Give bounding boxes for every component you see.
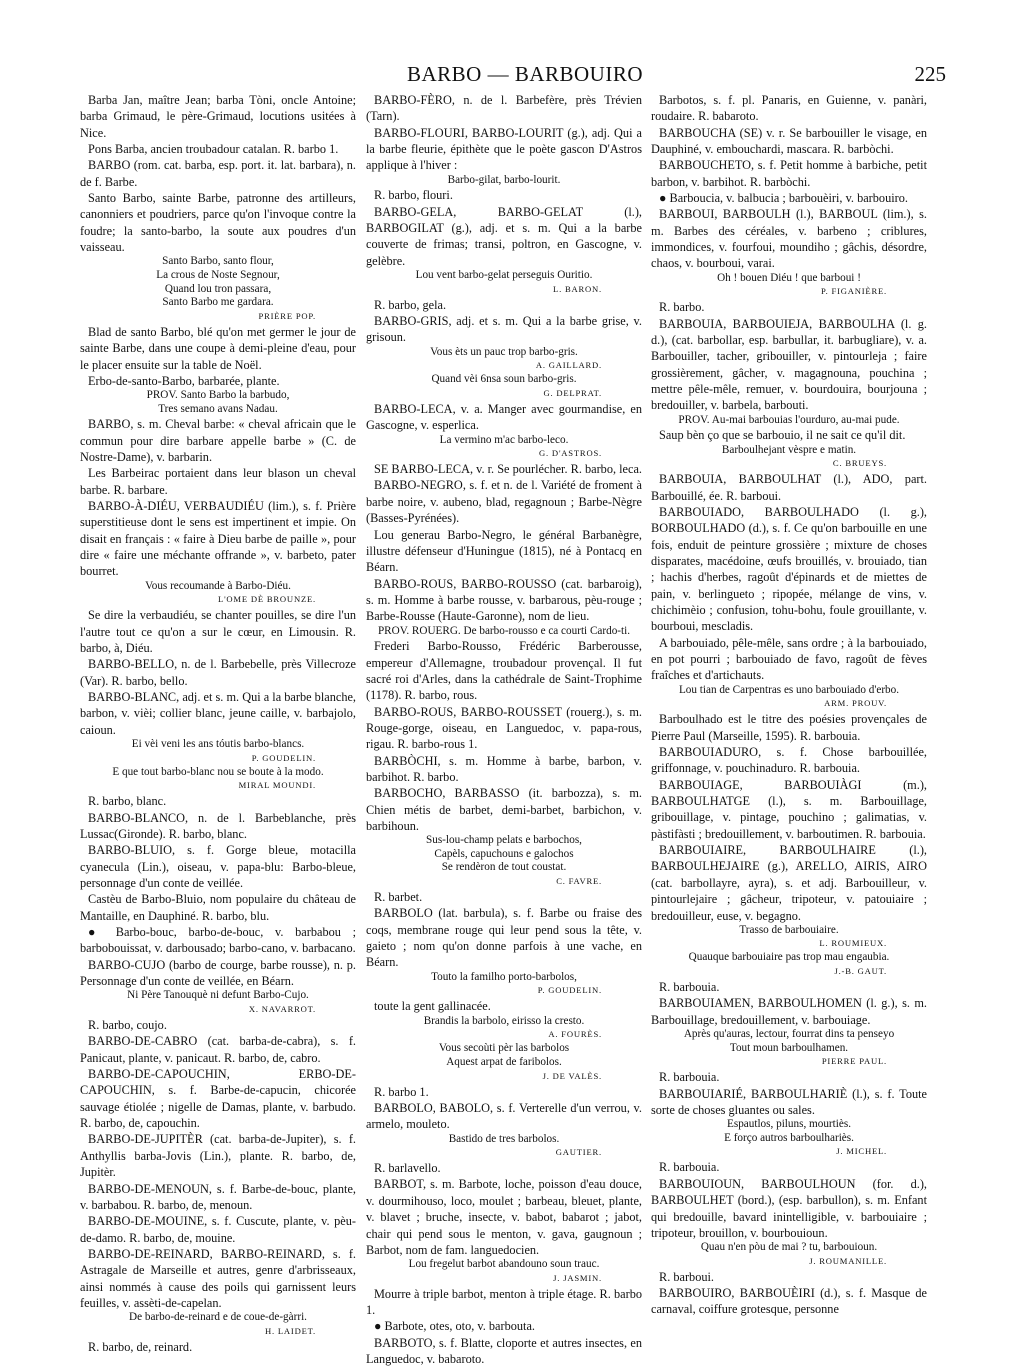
column-middle <box>366 92 642 1367</box>
dictionary-entry: R. barlavello. <box>374 1161 441 1176</box>
quotation-line: Lou vent barbo-gelat perseguis Ouritio. <box>415 269 593 282</box>
quotation-line: Vous secoùti pèr las barbolos <box>438 1042 570 1055</box>
dictionary-entry: A barbouiado, pêle-mêle, sans ordre ; à la barbouiado, en pot pourri ; barbouiado de favo, ragoût de fèves fraîches et d'artichauts. <box>651 635 927 683</box>
dictionary-entry: BARBOUIADURO, s. f. Chose barbouillée, griffonnage, v. pouchinaduro. R. barbouia. <box>651 745 927 776</box>
dictionary-entry: Lou generau Barbo-Negro, le général Barbanègre, illustre défenseur d'Huningue (1815), né à Pontacq en Béarn. <box>366 527 642 575</box>
dictionary-entry: BARBOUCHETO, s. f. Petit homme à barbiche, petit barbon, v. barbihot. R. barbòchi. <box>651 158 927 189</box>
dictionary-entry: Barboulhado est le titre des poésies provençales de Pierre Paul (Marseille, 1595). R. barbouia. <box>651 712 927 743</box>
dictionary-entry: Barbotos, s. f. pl. Panaris, en Guienne, v. panàri, roudaire. R. babaroto. <box>651 93 927 124</box>
quotation-line: Barboulhejant vèspre e matin. <box>721 443 857 456</box>
dictionary-entry: BARBO-GELA, BARBO-GELAT (l.), BARBOGILAT (g.), adj. et s. m. Qui a la barbe couverte de frimas; transi, poltron, en Gascogne, v. gelèbre. <box>366 204 642 268</box>
running-title: BARBO — BARBOUIRO <box>406 62 644 86</box>
quotation-line: La vermino m'ac barbo-leco. <box>439 433 569 446</box>
dictionary-entry: BARBOUIRO, BARBOUÈIRI (d.), s. f. Masque de carnaval, coiffure grotesque, personne <box>651 1286 927 1317</box>
dictionary-entry: R. barbouia. <box>659 1160 720 1175</box>
dictionary-entry: Barba Jan, maître Jean; barba Tòni, oncle Antoine; barba Grimaud, le père-Grimaud, locutions usitées à Nice. <box>80 93 356 140</box>
dictionary-entry: Frederi Barbo-Rousso, Frédéric Barberousse, empereur d'Allemagne, troubadour provençal. Il fut sacré roi d'Arles, dans la cathédrale de Saint-Trophime (1178). R. barbo, rous. <box>366 639 642 703</box>
column-left <box>80 92 356 1354</box>
dictionary-entry: toute la gent gallinacée. <box>374 999 491 1014</box>
dictionary-entry: BARBO-NEGRO, s. f. et n. de l. Variété de froment à barbe noire, v. aubeno, blad, regagnoun ; Barbe-Nègre (Basses-Pyrénées). <box>366 478 642 526</box>
quotation-line: Espautlos, piluns, mourtiès. <box>727 1118 851 1131</box>
dictionary-entry: R. barbo, flouri. <box>374 188 453 203</box>
quotation-source: J. MICHEL. <box>836 1146 887 1157</box>
column-right <box>651 92 927 1317</box>
dictionary-entry: BARBO-BLANC, adj. et s. m. Qui a la barbe blanche, barbon, v. vièi; collier blanc, jeune caille, v. barbajolo, caioun. <box>80 690 356 737</box>
quotation-line: Quand lou tron passara, <box>164 282 272 295</box>
quotation-source: J. JASMIN. <box>553 1272 602 1283</box>
quotation-source: L. BARON. <box>553 283 602 294</box>
dictionary-entry: Les Barbeirac portaient dans leur blason un cheval barbe. R. barbare. <box>80 466 356 497</box>
dictionary-entry: BARBO-LECA, v. a. Manger avec gourmandise, en Gascogne, v. esperlica. <box>366 401 642 433</box>
dictionary-entry: BARBOUIAGE, BARBOUIÀGI (m.), BARBOULHATGE (l.), s. m. Barbouillage, gribouillage, v. pintage, pouchino ; galimatias, v. pàstifàsti ; bredouillement, v. barboutimen. R. barbouia. <box>651 777 927 841</box>
dictionary-entry: Castèu de Barbo-Bluio, nom populaire du château de Mantaille, en Dauphiné. R. barbo, blu. <box>80 892 356 923</box>
quotation-line: Tres semano avans Nadau. <box>158 402 278 415</box>
dictionary-entry: BARBOUCHA (SE) v. r. Se barbouiller le visage, en Dauphiné, v. embouchardi, mascara. R. barbòchi. <box>651 125 927 157</box>
quotation-source: J. ROUMANILLE. <box>809 1255 887 1266</box>
quotation-line: Après qu'auras, lectour, fourrat dins ta penseyo <box>683 1028 895 1041</box>
quotation-line: Oh ! bouen Diéu ! que barboui ! <box>717 271 861 284</box>
dictionary-entry: BARBOTO, s. f. Blatte, cloporte et autres insectes, en Languedoc, v. babaroto. <box>366 1335 642 1367</box>
quotation-source: PRIÈRE POP. <box>258 310 316 321</box>
dictionary-entry: BARBÒCHI, s. m. Homme à barbe, barbon, v. barbihot. R. barbo. <box>366 753 642 784</box>
quotation-source: C. FAVRE. <box>556 876 602 887</box>
quotation-line: Ei vèi veni les ans tóutis barbo-blancs. <box>131 738 305 751</box>
quotation-line: Capèls, capuchouns e galochos <box>434 847 574 860</box>
quotation-source: P. FIGANIÈRE. <box>820 286 887 297</box>
dictionary-entry: Mourre à triple barbot, menton à triple étage. R. barbo 1. <box>366 1286 642 1318</box>
quotation-source: PIERRE PAUL. <box>821 1056 887 1067</box>
quotation-line: Sus-lou-champ pelats e barbochos, <box>426 834 582 847</box>
dictionary-entry: BARBO-BLUIO, s. f. Gorge bleue, motacilla cyanecula (Lin.), oiseau, v. papa-blu: Barbo-bleue, personnage d'un conte de veillée. <box>80 843 356 891</box>
quotation-source: C. BRUEYS. <box>832 458 887 469</box>
quotation-source: ARM. PROUV. <box>824 698 887 709</box>
dictionary-entry: BARBO-DE-JUPITÈR (cat. barba-de-Jupiter), s. f. Anthyllis barba-Jovis (Lin.), plante. R. barbo, de, Jupitèr. <box>80 1132 356 1180</box>
dictionary-entry: ● Barbote, otes, oto, v. barbouta. <box>374 1319 535 1334</box>
dictionary-entry: R. barbo, coujo. <box>88 1018 167 1033</box>
quotation-source: MIRAL MOUNDI. <box>238 780 316 791</box>
quotation-line: Barbo-gilat, barbo-lourit. <box>447 173 561 186</box>
quotation-line: La crous de Noste Segnour, <box>156 269 280 282</box>
dictionary-entry: BARBOLO (lat. barbula), s. f. Barbe ou fraise des coqs, membrane rouge qui leur pend sous la tête, v. gaieto ; nom qu'on donne parfois à une vache, en Béarn. <box>366 906 642 970</box>
quotation-line: Vous èts un pauc trop barbo-gris. <box>430 345 578 358</box>
quotation-line: Quauque barbouiaire pas trop mau engaubia. <box>688 951 890 964</box>
quotation-source: G. D'ASTROS. <box>539 448 602 459</box>
dictionary-entry: Se dire la verbaudiéu, se chanter pouilles, se dire l'un l'autre tout ce qu'on a sur le cœur, en Limousin. R. barbo, à, Diéu. <box>80 608 356 656</box>
quotation-source: P. GOUDELIN. <box>537 985 602 996</box>
quotation-line: PROV. ROUERG. De barbo-rousso e ca courti Cardo-ti. <box>377 624 631 637</box>
quotation-line: E forço autros barboulhariès. <box>724 1131 854 1144</box>
dictionary-entry: Blad de santo Barbo, blé qu'on met germer le jour de sainte Barbe, dans une coupe à demi-pleine d'eau, pour le placer ensuite sur la table de Noël. <box>80 324 356 372</box>
quotation-line: PROV. Au-mai barbouias l'ourduro, au-mai pude. <box>678 413 900 426</box>
dictionary-entry: BARBO-DE-MOUINE, s. f. Cuscute, plante, v. pèu-de-damo. R. barbo, de, mouine. <box>80 1214 356 1245</box>
dictionary-entry: BARBOUIA, BARBOUIEJA, BARBOULHA (l. g. d.), (cat. barbollar, esp. barbullar, it. barbugliare), v. a. Barbouiller, tacher, gribouiller, v. pintourleja ; faire grossièrement, gâcher, v. magagnouna, pouchina ; mettre pêle-mêle, remuer, v. bourdouira, bourjouna ; bredouiller, v. barbela, barbouti. <box>651 316 927 413</box>
dictionary-entry: BARBO-ROUS, BARBO-ROUSSET (rouerg.), s. m. Rouge-gorge, oiseau, en Languedoc, v. papa-rous, rigau. R. barbo-rous 1. <box>366 704 642 752</box>
dictionary-entry: R. barbo, blanc. <box>88 794 167 809</box>
dictionary-entry: Pons Barba, ancien troubadour catalan. R. barbo 1. <box>88 142 339 157</box>
quotation-source: L. ROUMIEUX. <box>819 938 887 949</box>
dictionary-entry: R. barbouia. <box>659 1070 720 1085</box>
quotation-line: Quand vèi 6nsa soun barbo-gris. <box>431 373 577 386</box>
dictionary-entry: BARBO-BLANCO, n. de l. Barbeblanche, près Lussac(Gironde). R. barbo, blanc. <box>80 810 356 842</box>
dictionary-entry: BARBO-DE-CABRO (cat. barba-de-cabra), s. f. Panicaut, plante, v. panicaut. R. barbo, de, cabro. <box>80 1034 356 1065</box>
quotation-line: Lou tian de Carpentras es uno barbouiado d'erbo. <box>678 683 900 696</box>
dictionary-entry: ● Barboucia, v. balbucia ; barbouèiri, v. barbouiro. <box>659 191 908 206</box>
quotation-source: H. LAIDET. <box>264 1325 316 1336</box>
dictionary-entry: BARBOUIA, BARBOULHAT (l.), ADO, part. Barbouillé, ée. R. barboui. <box>651 472 927 503</box>
quotation-source: X. NAVARROT. <box>248 1004 316 1015</box>
dictionary-entry: SE BARBO-LECA, v. r. Se pourlécher. R. barbo, leca. <box>374 462 642 477</box>
quotation-line: Ni Père Tanouquè ni defunt Barbo-Cujo. <box>127 989 309 1002</box>
quotation-line: Santo Barbo, santo flour, <box>162 255 274 268</box>
dictionary-entry: BARBOCHO, BARBASSO (it. barbozza), s. m. Chien métis de barbet, demi-barbet, barbichon, v. barbihoun. <box>366 786 642 833</box>
quotation-source: A. FOURÈS. <box>548 1029 602 1040</box>
dictionary-entry: BARBO-ROUS, BARBO-ROUSSO (cat. barbaroig), s. m. Homme à barbe rousse, v. barbarous, pèu-rouge ; Barbe-Rousse (Haute-Garonne), nom de lieu. <box>366 576 642 624</box>
dictionary-entry: Erbo-de-santo-Barbo, barbarée, plante. <box>88 373 280 388</box>
quotation-line: E que tout barbo-blanc nou se boute à la modo. <box>112 765 324 778</box>
dictionary-entry: BARBO-FÈRO, n. de l. Barbefère, près Trévien (Tarn). <box>366 93 642 124</box>
dictionary-entry: R. barbo 1. <box>374 1084 429 1099</box>
dictionary-entry: BARBO-DE-CAPOUCHIN, ERBO-DE-CAPOUCHIN, s. f. Barbe-de-capucin, chicorée sauvage étiolée ; nigelle de Damas, plante, v. barbudo. R. barbo, de, capouchin. <box>80 1067 356 1131</box>
quotation-line: PROV. Santo Barbo la barbudo, <box>146 389 290 402</box>
page-number: 225 <box>914 62 946 86</box>
quotation-source: A. GAILLARD. <box>535 360 602 371</box>
dictionary-entry: BARBO-GRIS, adj. et s. m. Qui a la barbe grise, v. grisoun. <box>366 313 642 345</box>
dictionary-entry: R. barboui. <box>659 1269 714 1284</box>
quotation-line: Touto la familho porto-barbolos, <box>431 970 577 983</box>
dictionary-entry: BARBO-DE-MENOUN, s. f. Barbe-de-bouc, plante, v. barbabou. R. barbo, de, menoun. <box>80 1181 356 1212</box>
quotation-line: Brandis la barbolo, eirisso la cresto. <box>423 1014 585 1027</box>
dictionary-entry: R. barbet. <box>374 890 423 905</box>
dictionary-entry: BARBO-DE-REINARD, BARBO-REINARD, s. f. Astragale de Marseille et autres, genre d'arbrisseaux, ainsi nommés à cause des poils qui garnissent leurs feuilles, v. assèti-de-capelan. <box>80 1246 356 1310</box>
dictionary-entry: BARBOUIARIÉ, BARBOULHARIÈ (l.), s. f. Toute sorte de choses gluantes ou sales. <box>651 1086 927 1117</box>
quotation-line: Bastido de tres barbolos. <box>448 1132 560 1145</box>
quotation-line: De barbo-de-reinard e de coue-de-gàrri. <box>129 1311 307 1324</box>
quotation-line: Trasso de barbouiaire. <box>739 923 839 936</box>
dictionary-entry: R. barbo, gela. <box>374 297 447 312</box>
dictionary-entry: BARBOT, s. m. Barbote, loche, poisson d'eau douce, v. dourmihouso, loco, moulet ; barbeau, bleuet, plante, v. blavet ; bruche, insecte, v. babot, babarot ; jabot, chair qui pend sous le menton, v. gava, gaugnoun ; Barbot, nom de fam. languedocien. <box>366 1177 642 1257</box>
dictionary-entry: R. barbo. <box>659 300 705 315</box>
dictionary-entry: BARBOUIOUN, BARBOULHOUN (for. d.), BARBOULHET (bord.), (esp. barbullon), s. m. Enfant qui bredouille, bavard inintelligible, v. barbouiaire ; tripoteur, brouillon, v. bourbouioun. <box>651 1176 927 1240</box>
dictionary-entry: R. barbouia. <box>659 980 720 995</box>
dictionary-entry: Saup bèn ço que se barbouio, il ne sait ce qu'il dit. <box>659 428 906 443</box>
dictionary-entry: BARBO-FLOURI, BARBO-LOURIT (g.), adj. Qui a la barbe fleurie, épithète que le poète gascon D'Astros applique à l'hiver : <box>366 125 642 173</box>
dictionary-entry: BARBO, s. m. Cheval barbe: « cheval africain que le commun pour dire barbare appelle barbe » (C. de Nostre-Dame), v. barbarin. <box>80 417 356 465</box>
quotation-line: Quau n'en pòu de mai ? tu, barbouioun. <box>700 1241 878 1254</box>
quotation-source: J.-B. GAUT. <box>834 966 887 977</box>
quotation-line: Tout moun barboulhamen. <box>729 1041 849 1054</box>
dictionary-entry: BARBO-CUJO (barbo de courge, barbe rousse), n. p. Personnage d'un conte de veillée, en Béarn. <box>80 957 356 989</box>
dictionary-entry: ● Barbo-bouc, barbo-de-bouc, v. barbabou ; barbobouissat, v. darbousado; barbo-cano, v. barbacano. <box>80 925 356 956</box>
dictionary-entry: BARBO-BELLO, n. de l. Barbebelle, près Villecroze (Var). R. barbo, bello. <box>80 657 356 688</box>
quotation-line: Aquest arpat de faribolos. <box>446 1055 562 1068</box>
dictionary-entry: Santo Barbo, sainte Barbe, patronne des artilleurs, canonniers et poudriers, parce qu'on l'invoque contre la foudre; la santo-barbo, la soute aux poudres d'un vaisseau. <box>80 191 356 255</box>
quotation-line: Lou fregelut barbot abandouno soun trauc. <box>408 1258 600 1271</box>
dictionary-entry: BARBO-À-DIÉU, VERBAUDIÉU (lim.), s. f. Prière superstitieuse dont le sens est impertinent et impie. On disait en français : « faire à Dieu barbe de paille », pour dire « faire une méchante offrande », v. barbeto, pater bourret. <box>80 499 356 579</box>
dictionary-entry: BARBOUIAMEN, BARBOULHOMEN (l. g.), s. m. Barbouillage, bredouillement, v. barbouiage. <box>651 996 927 1027</box>
quotation-source: GAUTIER. <box>555 1147 602 1158</box>
dictionary-entry: BARBOUIADO, BARBOULHADO (l. g.), BORBOULHADO (d.), s. f. Ce qu'on barbouille en une fois, enduit de peinture grossière ; mixture de choses disparates, macédoine, œufs brouillés, v. brouiado, tian ; hachis d'herbes, ragoût d'épinards et de miettes de pain, v. berlingueto ; ripopée, mélange de vins, v. chichimèio ; confusion, tohu-bohu, foule grouillante, v. bourboui, mescladis. <box>651 505 927 634</box>
dictionary-entry: BARBOUIAIRE, BARBOULHAIRE (l.), BARBOULHEJAIRE (g.), ARELLO, AIRIS, AIRO (cat. barbollayre, ayra), s. et adj. Barbouilleur, v. pintourlejaire ; gâcheur, tripoteur, v. patouiaire ; bredouilleur, euse, v. begagno. <box>651 843 927 923</box>
quotation-source: G. DELPRAT. <box>543 387 602 398</box>
quotation-source: P. GOUDELIN. <box>251 752 316 763</box>
quotation-source: L'OME DÈ BROUNZE. <box>218 594 316 605</box>
quotation-line: Vous recoumande à Barbo-Diéu. <box>145 579 291 592</box>
quotation-line: Santo Barbo me gardara. <box>162 296 274 309</box>
dictionary-entry: R. barbo, de, reinard. <box>88 1339 193 1354</box>
dictionary-entry: BARBOUI, BARBOULH (l.), BARBOUL (lim.), s. m. Barbes des céréales, v. barbeno ; criblures, immondices, v. fourfoui, moundiho ; gâchis, désordre, chaos, v. bourboui, varai. <box>651 207 927 271</box>
dictionary-entry: BARBOLO, BABOLO, s. f. Verterelle d'un verrou, v. armelo, mouleto. <box>366 1100 642 1132</box>
quotation-source: J. DE VALÈS. <box>542 1070 602 1081</box>
dictionary-entry: BARBO (rom. cat. barba, esp. port. it. lat. barbara), n. de f. Barbe. <box>80 158 356 189</box>
quotation-line: Se rendèron de tout coustat. <box>441 861 567 874</box>
